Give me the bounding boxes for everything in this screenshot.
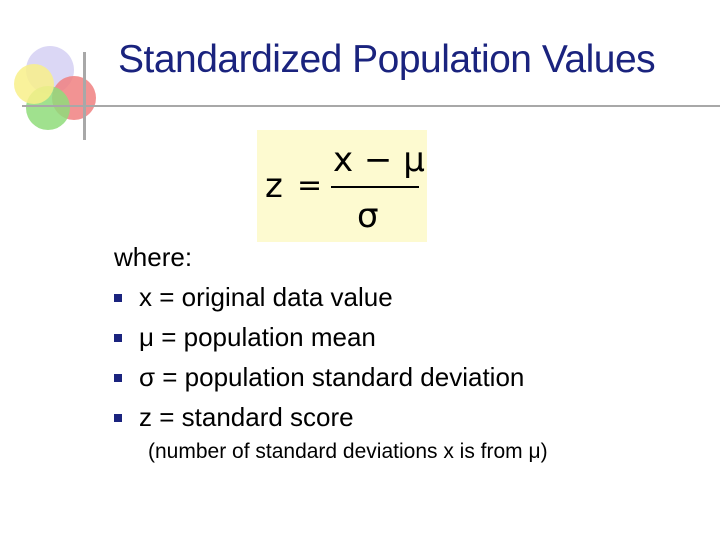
slide-title: Standardized Population Values bbox=[118, 38, 656, 81]
z-score-formula bbox=[257, 130, 427, 242]
definition-z: z = standard score bbox=[139, 402, 354, 432]
square-bullet-icon bbox=[114, 414, 122, 422]
formula-denominator: σ bbox=[357, 196, 379, 236]
decorative-circles-logo bbox=[8, 40, 108, 140]
list-item bbox=[114, 280, 393, 320]
formula-lhs: z bbox=[265, 166, 283, 206]
definition-sigma: σ = population standard deviation bbox=[139, 362, 525, 392]
where-label: where: bbox=[114, 242, 193, 272]
definitions-list bbox=[114, 240, 525, 440]
list-item bbox=[114, 360, 525, 400]
square-bullet-icon bbox=[114, 294, 122, 302]
fraction-bar bbox=[331, 186, 419, 188]
title-horizontal-rule bbox=[22, 105, 720, 107]
definition-x: x = original data value bbox=[139, 282, 393, 312]
square-bullet-icon bbox=[114, 334, 122, 342]
definition-mu: μ = population mean bbox=[139, 322, 376, 352]
z-score-note: (number of standard deviations x is from μ) bbox=[148, 440, 548, 463]
title-vertical-rule bbox=[83, 52, 86, 140]
square-bullet-icon bbox=[114, 374, 122, 382]
formula-numerator: x − μ bbox=[333, 140, 425, 180]
formula-equals: = bbox=[297, 168, 323, 203]
list-item bbox=[114, 320, 376, 360]
list-item bbox=[114, 400, 354, 440]
